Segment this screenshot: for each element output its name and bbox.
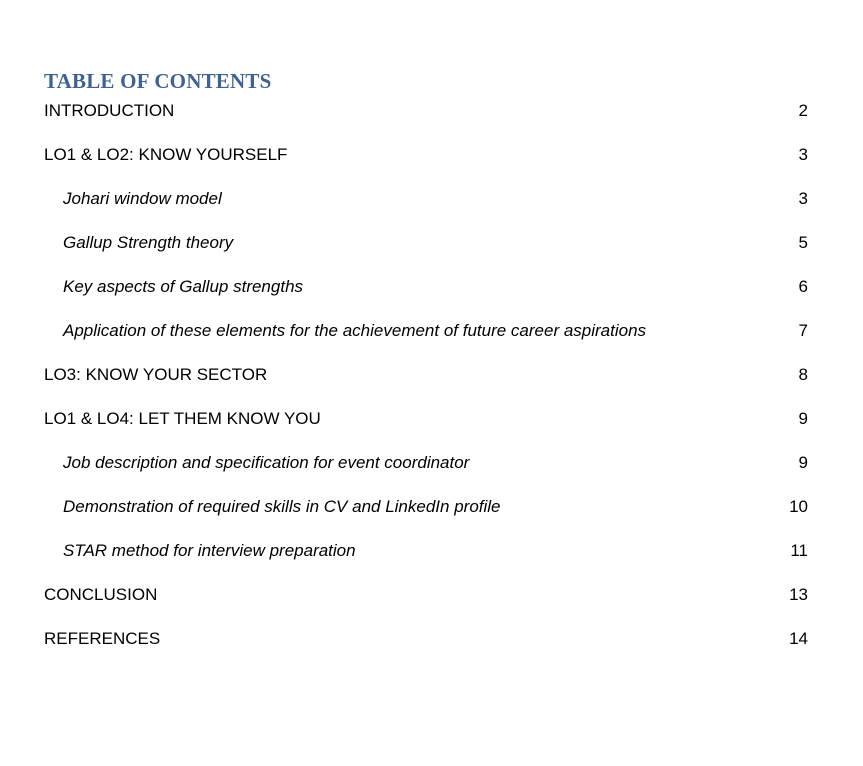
toc-entry-title: STAR method for interview preparation — [63, 541, 356, 560]
toc-entry-gallup-key-aspects[interactable] — [44, 272, 808, 316]
toc-entry-title: Johari window model — [63, 189, 222, 208]
toc-entry-page-number: 9 — [798, 409, 808, 428]
toc-entry-references[interactable] — [44, 624, 808, 668]
document-page — [44, 66, 808, 668]
toc-entry-job-description[interactable] — [44, 448, 808, 492]
toc-entry-title: Key aspects of Gallup strengths — [63, 277, 304, 296]
toc-entry-conclusion[interactable] — [44, 580, 808, 624]
toc-entry-page-number: 9 — [798, 453, 808, 472]
toc-entry-page-number: 11 — [790, 541, 808, 560]
toc-entry-title: Job description and specification for event coordinator — [63, 453, 470, 472]
toc-entry-page-number: 3 — [798, 145, 808, 164]
toc-entry-title: LO3: KNOW YOUR SECTOR — [44, 365, 268, 384]
toc-entry-star-method[interactable] — [44, 536, 808, 580]
toc-entry-page-number: 8 — [798, 365, 808, 384]
toc-entry-title: LO1 & LO4: LET THEM KNOW YOU — [44, 409, 321, 428]
toc-entry-title: CONCLUSION — [44, 585, 158, 604]
toc-entry-know-your-sector[interactable] — [44, 360, 808, 404]
toc-entry-know-yourself[interactable] — [44, 140, 808, 184]
toc-entry-application-career[interactable] — [44, 316, 808, 360]
toc-entry-title: INTRODUCTION — [44, 101, 175, 120]
toc-entry-page-number: 10 — [789, 497, 808, 516]
toc-entry-page-number: 5 — [798, 233, 808, 252]
toc-entry-page-number: 6 — [798, 277, 808, 296]
toc-entry-title: LO1 & LO2: KNOW YOURSELF — [44, 145, 288, 164]
toc-entry-page-number: 14 — [789, 629, 808, 648]
toc-entry-page-number: 3 — [798, 189, 808, 208]
toc-entry-cv-linkedin[interactable] — [44, 492, 808, 536]
toc-entry-page-number: 13 — [789, 585, 808, 604]
toc-entry-gallup-strength-theory[interactable] — [44, 228, 808, 272]
toc-entry-title: Application of these elements for the achievement of future career aspirations — [63, 321, 647, 340]
toc-entry-title: Demonstration of required skills in CV and LinkedIn profile — [63, 497, 501, 516]
toc-entry-title: REFERENCES — [44, 629, 161, 648]
toc-entry-johari-window[interactable] — [44, 184, 808, 228]
toc-heading: TABLE OF CONTENTS — [44, 69, 272, 93]
toc-entry-let-them-know-you[interactable] — [44, 404, 808, 448]
toc-entry-page-number: 2 — [798, 101, 808, 120]
toc-entry-title: Gallup Strength theory — [63, 233, 234, 252]
toc-list — [44, 96, 808, 668]
toc-entry-introduction[interactable] — [44, 96, 808, 140]
toc-entry-page-number: 7 — [798, 321, 808, 340]
